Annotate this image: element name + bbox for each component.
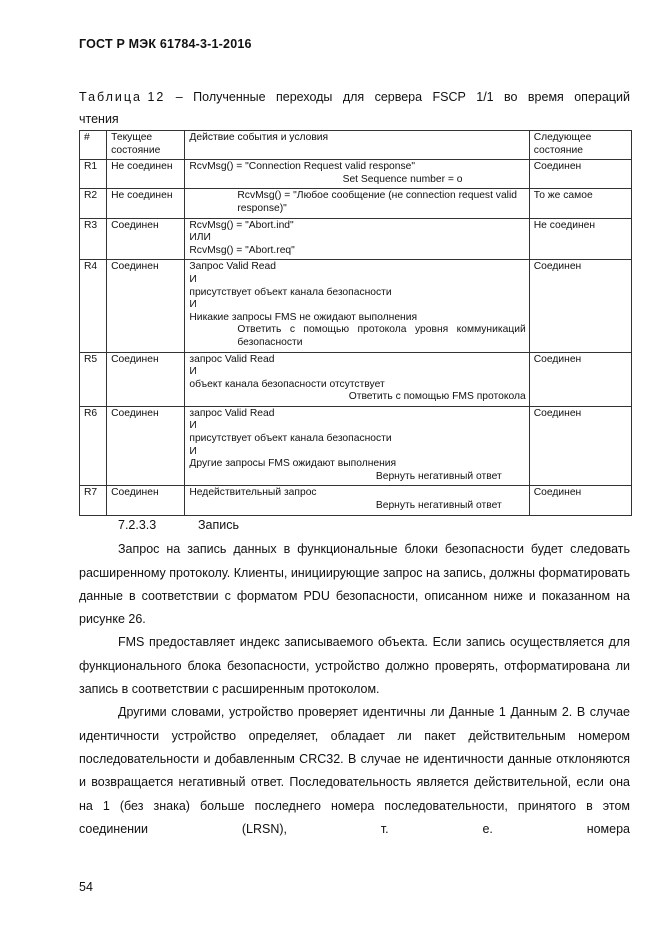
paragraph: FMS предоставляет индекс записываемого объекта. Если запись осуществляется для функционального блока безопасности, устройство должно проверять, отформатирована ли запись в соответствии с расширенным протоколом. [79,635,630,697]
header-cell: Действие события и условия [185,131,529,160]
row-id: R1 [80,160,107,189]
current-state: Соединен [107,218,185,260]
body-text [79,514,630,841]
header-cell: # [80,131,107,160]
action-line: присутствует объект канала безопасности [189,286,392,298]
action-line: Вернуть негативный ответ [375,500,502,512]
next-state: Соединен [529,352,631,406]
section-number: 7.2.3.3 [118,518,157,532]
section-heading [79,514,630,537]
caption-line-2: чтения [79,112,119,126]
next-state: Не соединен [529,218,631,260]
table-caption [79,86,630,130]
current-state: Соединен [107,486,185,515]
next-state: Соединен [529,160,631,189]
action-line: Никакие запросы FMS не ожидают выполнения [189,311,418,323]
row-id: R2 [80,189,107,218]
caption-word: 1/1 [476,90,494,104]
action-line: И [189,420,197,432]
caption-word: для [342,90,365,104]
current-state: Соединен [107,352,185,406]
table-row [80,160,632,189]
caption-word: во [504,90,518,104]
table-row [80,406,632,486]
current-state: Соединен [107,260,185,352]
document-header: ГОСТ Р МЭК 61784-3-1-2016 [79,37,252,51]
paragraph: Другими словами, устройство проверяет идентичны ли Данные 1 Данным 2. В случае идентичности устройство определяет, обладает ли пакет действительным номером последовательности и добавленным CRC32. В случае не идентичности данные отклоняются и возвращается негативный ответ. Последовательность является действительной, если она на 1 (без знака) больше последнего номера последовательности, принятого в этом соединении (LRSN), т. е. номера [79,705,630,836]
next-state: То же самое [529,189,631,218]
table-row [80,260,632,352]
row-id: R7 [80,486,107,515]
action-cell [185,260,529,352]
caption-word: время [527,90,564,104]
caption-word: FSCP [432,90,466,104]
next-state: Соединен [529,486,631,515]
action-cell [185,160,529,189]
page-number: 54 [79,880,93,894]
row-id: R6 [80,406,107,486]
next-state: Соединен [529,260,631,352]
action-line: Ответить с помощью FMS протокола [348,391,526,403]
action-cell [185,406,529,486]
action-line: И [189,273,197,285]
action-line: RcvMsg() = "Abort.req" [189,244,295,256]
action-line: Set Sequence number = o [342,173,463,185]
action-line: Недействительный запрос [189,487,317,499]
action-line: запрос Valid Read [189,407,275,419]
caption-word: операций [574,90,630,104]
action-line: Запрос Valid Read [189,261,276,273]
row-id: R3 [80,218,107,260]
action-line: присутствует объект канала безопасности [189,433,392,445]
action-line: И [189,299,197,311]
action-line: RcvMsg() = "Любое сообщение (не connection request valid response)" [237,190,517,214]
row-id: R5 [80,352,107,406]
table-row [80,218,632,260]
row-id: R4 [80,260,107,352]
action-line: И [189,366,197,378]
current-state: Не соединен [107,189,185,218]
action-line: объект канала безопасности отсутствует [189,378,385,390]
header-cell: Следующее состояние [529,131,631,160]
header-cell: Текущее состояние [107,131,185,160]
caption-word: – [175,90,183,104]
action-line: И [189,445,197,457]
action-cell [185,189,529,218]
action-line: RcvMsg() = "Connection Request valid response" [189,161,416,173]
caption-word: Таблица 12 [79,90,166,104]
table-row [80,486,632,515]
current-state: Не соединен [107,160,185,189]
action-line: RcvMsg() = "Abort.ind" [189,219,294,231]
action-line: Другие запросы FMS ожидают выполнения [189,458,397,470]
caption-word: Полученные [193,90,266,104]
caption-word: сервера [374,90,423,104]
action-line: Вернуть негативный ответ [375,470,502,482]
action-line: запрос Valid Read [189,353,275,365]
action-cell [185,218,529,260]
table-row [80,189,632,218]
paragraph: Запрос на запись данных в функциональные блоки безопасности будет следовать расширенному протоколу. Клиенты, инициирующие запрос на запись, должны форматировать данные в соответствии с форматом PDU безопасности, описанном ниже и показанном на рисунке 26. [79,542,630,627]
transitions-table [79,130,632,516]
current-state: Соединен [107,406,185,486]
next-state: Соединен [529,406,631,486]
caption-word: переходы [275,90,333,104]
section-title: Запись [198,518,240,532]
action-cell [185,352,529,406]
table-row [80,352,632,406]
action-line: ИЛИ [189,232,211,244]
table-header-row [80,131,632,160]
action-cell [185,486,529,515]
action-line: Ответить с помощью протокола уровня коммуникаций безопасности [237,324,526,348]
